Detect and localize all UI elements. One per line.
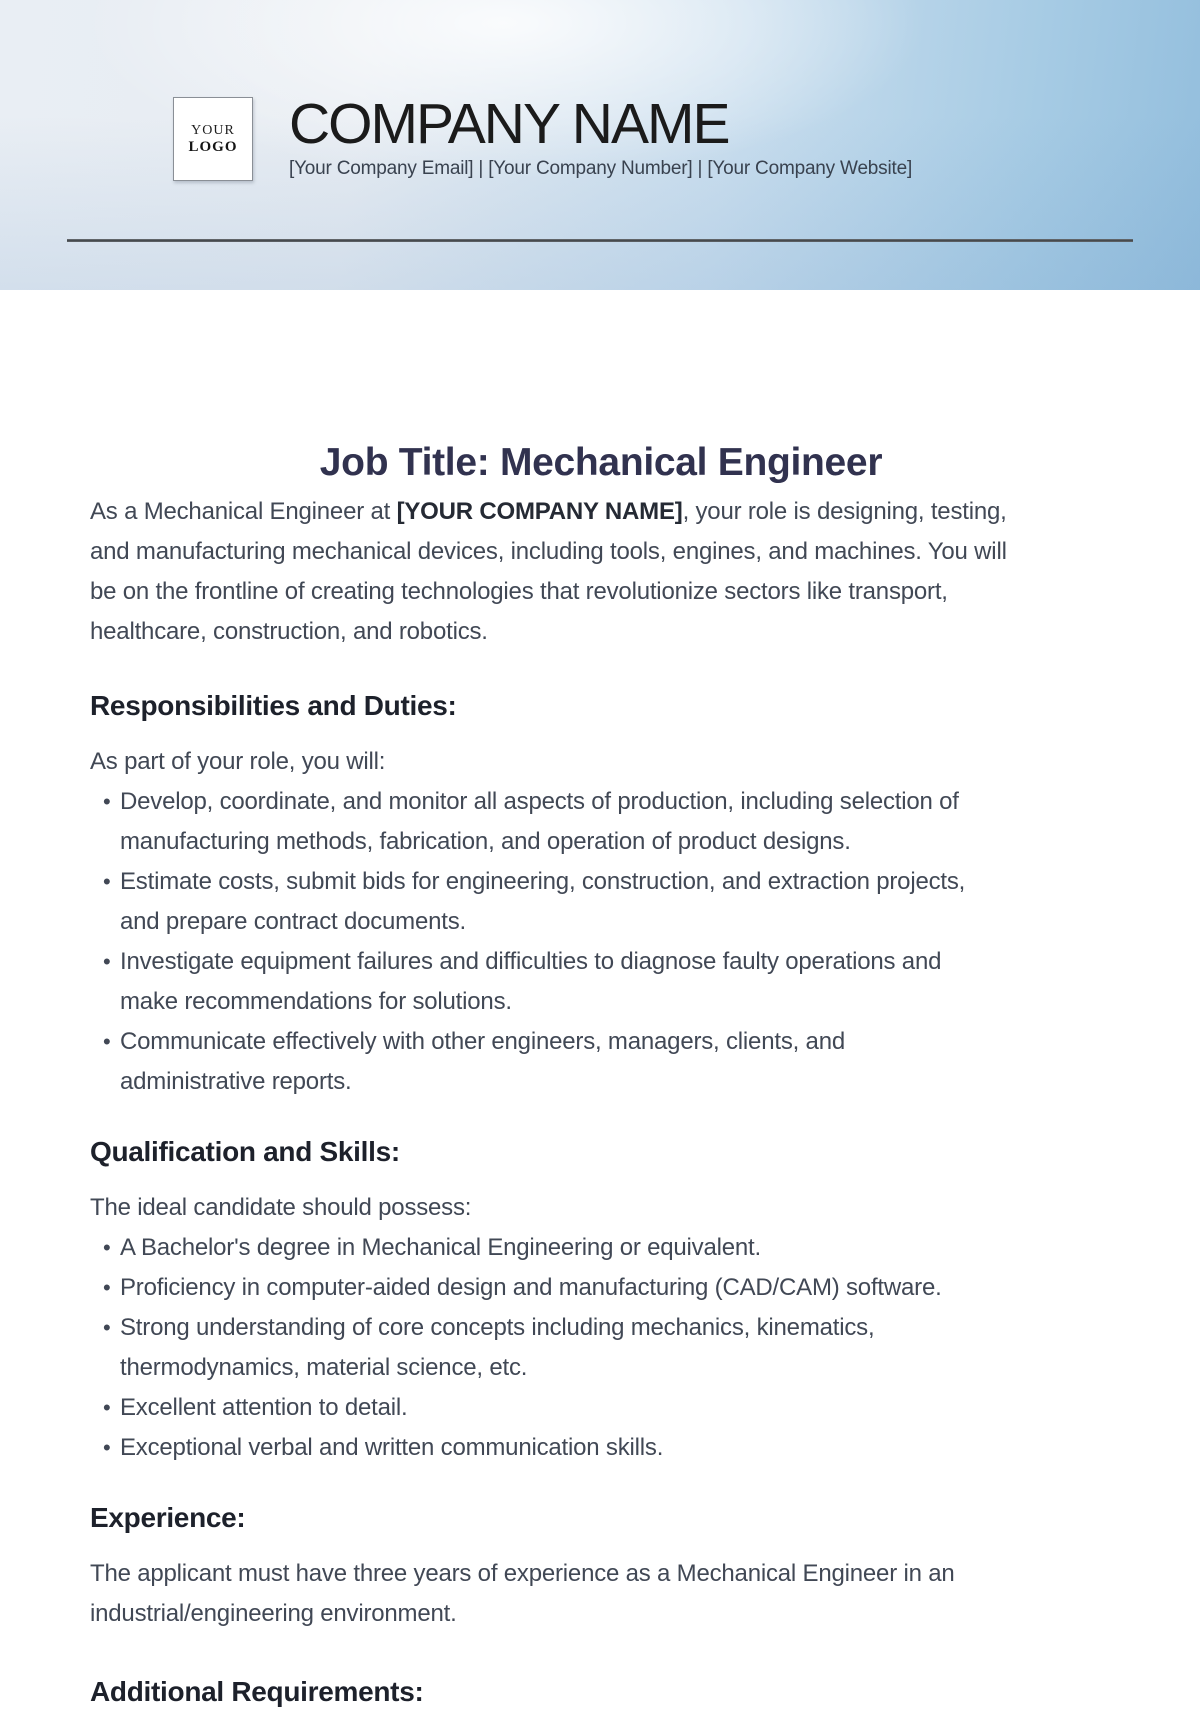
experience-paragraph: The applicant must have three years of experience as a Mechanical Engineer in an industrial/engineering environment. xyxy=(90,1560,955,1627)
list-item: • Excellent attention to detail. xyxy=(90,1388,1112,1428)
header-divider-line xyxy=(67,239,1133,242)
document-body xyxy=(0,440,1200,1710)
intro-paragraph xyxy=(90,492,1112,652)
section-heading-experience: Experience: xyxy=(90,1502,246,1533)
section-lead-responsibilities: As part of your role, you will: xyxy=(90,748,386,775)
section-heading-responsibilities: Responsibilities and Duties: xyxy=(90,690,457,721)
intro-line1-pre: As a Mechanical Engineer at xyxy=(90,498,397,525)
company-info-block xyxy=(289,92,913,181)
company-name-placeholder: [YOUR COMPANY NAME] xyxy=(396,498,683,525)
bullet-icon xyxy=(103,1268,111,1308)
bullet-icon xyxy=(103,1228,111,1268)
list-item: • Communicate effectively with other engineers, managers, clients, and administrative reports. xyxy=(90,1022,1112,1102)
section-heading-qualification: Qualification and Skills: xyxy=(90,1136,400,1167)
intro-line: and manufacturing mechanical devices, including tools, engines, and machines. You will xyxy=(90,538,1007,565)
list-item: • Strong understanding of core concepts including mechanics, kinematics, thermodynamics, material science, etc. xyxy=(90,1308,1112,1388)
intro-line1-post: , your role is designing, testing, xyxy=(682,498,1007,525)
letterhead-header xyxy=(0,0,1200,290)
list-item: • Exceptional verbal and written communication skills. xyxy=(90,1428,1112,1468)
bullet-icon xyxy=(103,1022,111,1062)
list-item: • Develop, coordinate, and monitor all aspects of production, including selection of manufacturing methods, fabrication, and operation of product designs. xyxy=(90,782,1112,862)
company-name: COMPANY NAME xyxy=(289,92,729,156)
job-title-heading: Job Title: Mechanical Engineer xyxy=(319,441,883,484)
intro-line: healthcare, construction, and robotics. xyxy=(90,618,488,645)
company-logo-placeholder xyxy=(173,97,253,181)
intro-line: be on the frontline of creating technologies that revolutionize sectors like transport, xyxy=(90,578,948,605)
logo-text-your: YOUR xyxy=(191,122,235,138)
list-item: • A Bachelor's degree in Mechanical Engineering or equivalent. xyxy=(90,1228,1112,1268)
bullet-icon xyxy=(103,862,111,902)
bullet-icon xyxy=(103,1428,111,1468)
section-lead-qualification: The ideal candidate should possess: xyxy=(90,1194,472,1221)
section-heading-additional-requirements: Additional Requirements: xyxy=(90,1676,424,1707)
qualification-list xyxy=(90,1228,1112,1468)
logo-text-logo: LOGO xyxy=(188,138,238,155)
responsibilities-list xyxy=(90,782,1112,1102)
company-contact-line: [Your Company Email] | [Your Company Number] | [Your Company Website] xyxy=(289,158,913,179)
bullet-icon xyxy=(103,782,111,822)
bullet-icon xyxy=(103,942,111,982)
list-item: • Investigate equipment failures and difficulties to diagnose faulty operations and make recommendations for solutions. xyxy=(90,942,1112,1022)
intro-line xyxy=(90,492,1112,532)
list-item: • Estimate costs, submit bids for engineering, construction, and extraction projects, and prepare contract documents. xyxy=(90,862,1112,942)
bullet-icon xyxy=(103,1388,111,1428)
bullet-icon xyxy=(103,1308,111,1348)
list-item: • Proficiency in computer-aided design and manufacturing (CAD/CAM) software. xyxy=(90,1268,1112,1308)
